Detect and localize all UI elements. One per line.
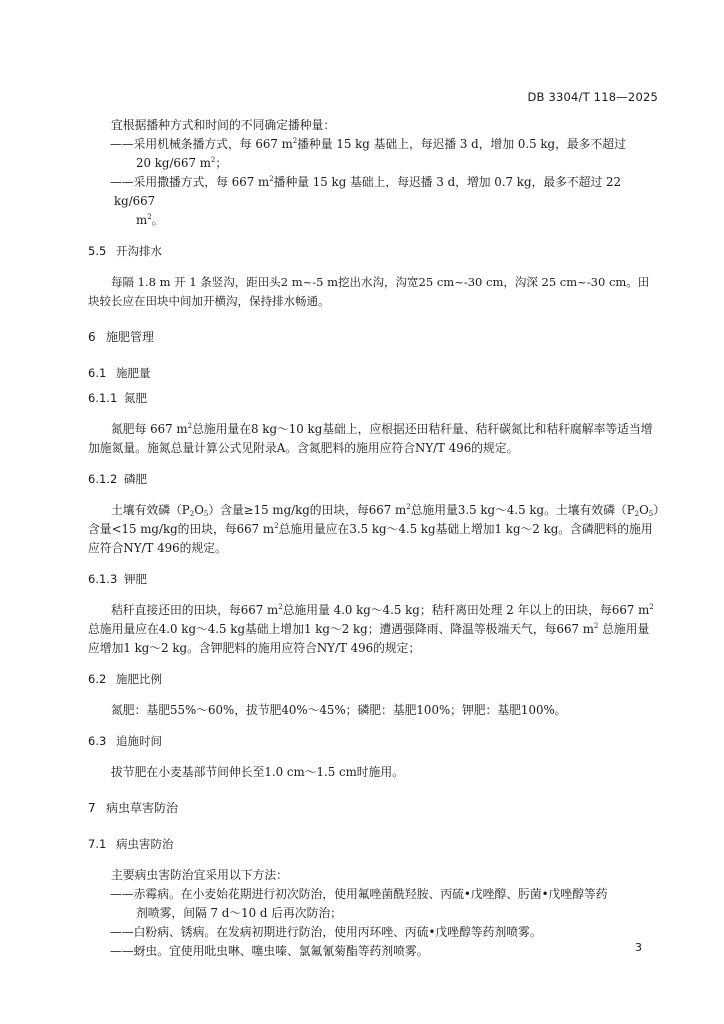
standard-number: DB 3304/T 118—2025: [527, 90, 658, 104]
section-6-3-text: 拔节肥在小麦基部节间伸长至1.0 cm～1.5 cm时施用。: [111, 765, 404, 779]
section-heading-6: 6 施肥管理: [88, 330, 155, 344]
list-item: ——赤霉病。在小麦始花期进行初次防治，使用氟唑菌酰羟胺、丙硫•戊唑醇、肟菌•戊唑醇等药: [110, 887, 608, 901]
section-6-2-text: 氮肥：基肥55%～60%，拔节肥40%～45%；磷肥：基肥100%；钾肥：基肥100%。: [111, 703, 567, 717]
list-item: ——白粉病、锈病。在发病初期进行防治，使用丙环唑、丙硫•戊唑醇等药剂喷雾。: [110, 925, 542, 939]
section-heading-5-5: 5.5 开沟排水: [88, 244, 162, 258]
list-item: ——蚜虫。宜使用吡虫啉、噻虫嗪、氯氟氰菊酯等药剂喷雾。: [110, 944, 429, 958]
list-item: ——采用撒播方式，每 667 $m^2$播种量 15 kg 基础上，每迟播 3 d，增加 0.7 kg，最多不超过 22 kg/667: [110, 175, 622, 208]
section-heading-7-1: 7.1 病虫害防治: [88, 837, 174, 851]
section-heading-6-1-2: 6.1.2 磷肥: [88, 472, 147, 486]
section-heading-6-3: 6.3 追施时间: [88, 734, 162, 748]
list-item-cont: 20 kg/667 $m^2$；: [136, 156, 228, 170]
list-item-cont: $m^2$。: [136, 213, 164, 227]
section-heading-6-1: 6.1 施肥量: [88, 366, 151, 380]
section-6-1-2-text: 土壤有效磷$(P_2O_5)$含量≥15 mg/kg的田块，每667 $m^2$总施用量3.5 kg～4.5 kg。土壤有效磷$(P_2O_5)$含量<15 mg/kg的田块，每667 $m^2$总施用量应在3.5 kg～4.5 kg基础上增加1 kg～2 kg。含磷肥料的施用应符合NY/T 496的规定。: [88, 503, 660, 555]
list-item: ——采用机械条播方式，每 667 $m^2$播种量 15 kg 基础上，每迟播 3 d，增加 0.5 kg，最多不超过: [110, 137, 626, 151]
page-content: [88, 116, 660, 961]
section-heading-6-1-1: 6.1.1 氮肥: [88, 391, 147, 405]
section-6-1-3-text: 秸秆直接还田的田块，每667 $m^2$总施用量 4.0 kg～4.5 kg；秸秆离田处理 2 年以上的田块，每667 $m^2$ 总施用量应在4.0 kg～4.5 kg基础上增加1 kg～2 kg；遭遇强降雨、降温等极端天气，每667 $m^2$ 总施用量应增加1 kg～2 kg。含钾肥料的施用应符合NY/T 496的规定；: [88, 603, 654, 655]
section-heading-7: 7 病虫草害防治: [88, 801, 179, 815]
section-7-1-lead: 主要病虫害防治宜采用以下方法：: [111, 868, 288, 882]
section-heading-6-2: 6.2 施肥比例: [88, 672, 162, 686]
section-6-1-1-text: 氮肥每 667 $m^2$总施用量在8 kg～10 kg基础上，应根据还田秸秆量、秸秆碳氮比和秸秆腐解率等适当增加施氮量。施氮总量计算公式见附录A。含氮肥料的施用应符合NY/T 496的规定。: [88, 422, 653, 455]
sowing-lead: 宜根据播种方式和时间的不同确定播种量：: [111, 118, 336, 132]
list-item-cont: 剂喷雾，间隔 7 d～10 d 后再次防治；: [136, 906, 342, 920]
section-heading-6-1-3: 6.1.3 钾肥: [88, 572, 147, 586]
page-number: 3: [635, 941, 642, 954]
section-5-5-text: 每隔 1.8 m 开 1 条竖沟，距田头2 m~-5 m挖出水沟，沟宽25 cm~-30 cm，沟深 25 cm~-30 cm。田块较长应在田块中间加开横沟，保持排水畅通。: [88, 275, 650, 308]
